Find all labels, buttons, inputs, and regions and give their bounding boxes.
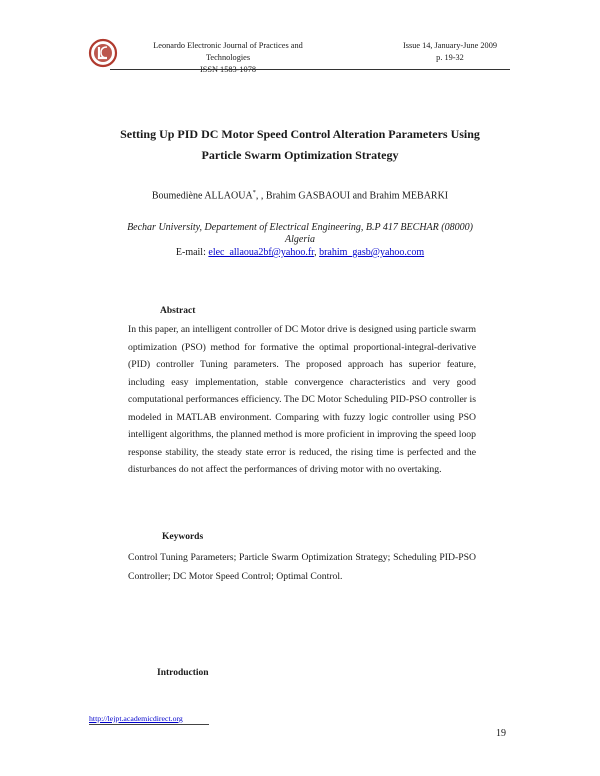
issue-info: Issue 14, January-June 2009 — [402, 41, 497, 50]
keywords-text: Control Tuning Parameters; Particle Swarm Optimization Strategy; Scheduling PID-PSO Controller; DC Motor Speed Control; Optimal Control. — [128, 552, 476, 582]
journal-issn: ISSN 1583-1078 — [199, 65, 256, 74]
keywords-heading: Keywords — [162, 532, 204, 542]
author-list — [60, 189, 540, 201]
paper-title — [60, 124, 540, 166]
title-line1: Setting Up PID DC Motor Speed Control Alteration Parameters Using — [120, 127, 480, 141]
abstract-heading: Abstract — [160, 306, 196, 316]
email-label: E-mail: — [175, 247, 206, 258]
other-authors: , , Brahim GASBAOUI and Brahim MEBARKI — [255, 190, 449, 202]
affiliation-line2: Algeria — [285, 234, 315, 245]
introduction-heading: Introduction — [157, 668, 209, 678]
corresponding-author-mark: * — [252, 189, 256, 196]
journal-name-line1: Leonardo Electronic Journal of Practices and — [153, 41, 303, 50]
page-range: p. 19-32 — [436, 53, 464, 62]
affiliation-line1: Bechar University, Departement of Electrical Engineering, B.P 417 BECHAR (08000) — [127, 222, 473, 233]
first-author: Boumediène ALLAOUA — [151, 190, 253, 202]
email-link-1[interactable]: elec_allaoua2bf@yahoo.fr — [208, 247, 315, 258]
issue-header — [385, 40, 515, 64]
title-line2: Particle Swarm Optimization Strategy — [201, 148, 399, 162]
page-number: 19 — [496, 728, 506, 739]
footer-divider — [89, 724, 209, 725]
email-separator: , — [314, 247, 317, 258]
journal-logo-icon — [88, 38, 118, 68]
abstract-text: In this paper, an intelligent controller of DC Motor drive is designed using particle swarm optimization (PSO) method for formative the optimal proportional-integral-derivative (PID) controller Tuning parameters. The proposed approach has superior feature, including easy implementation, stable convergence characteristics and very good computational performances efficiency. The DC Motor Scheduling PID-PSO controller is modeled in MATLAB environment. Comparing with fuzzy logic controller using PSO intelligent algorithms, the planned method is more proficient in improving the speed loop response stability, the steady state error is reduced, the rising time is perfected and the disturbances do not affect the performances of driving motor with no overtaking. — [128, 324, 477, 475]
email-line — [100, 247, 500, 258]
footer-url-link[interactable]: http://lejpt.academicdirect.org — [89, 714, 183, 723]
email-link-2[interactable]: brahim_gasb@yahoo.com — [319, 247, 425, 258]
header-divider — [110, 69, 510, 70]
journal-header — [128, 40, 328, 76]
affiliation — [100, 222, 500, 246]
journal-name-line2: Technologies — [205, 53, 251, 62]
